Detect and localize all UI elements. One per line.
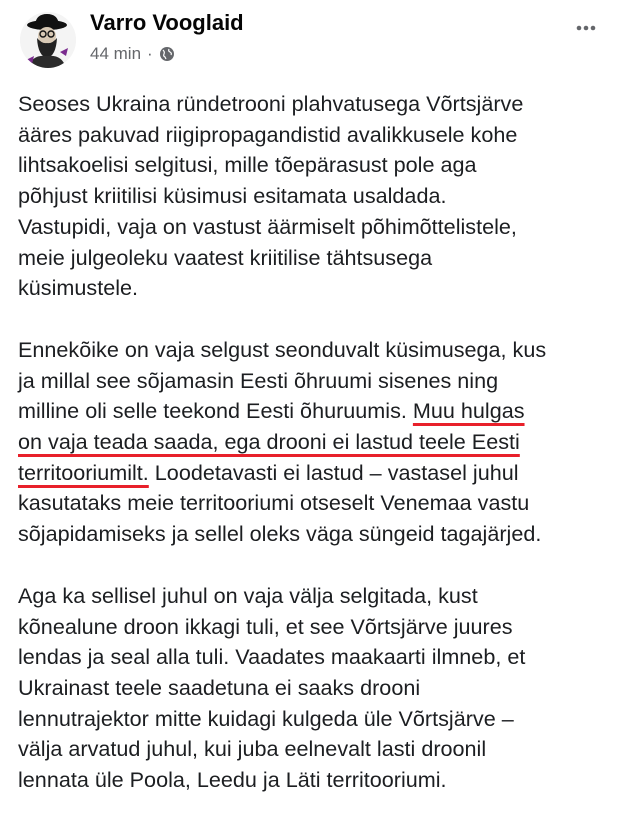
post-time[interactable]: 44 min <box>90 44 142 63</box>
post-meta <box>90 44 175 64</box>
paragraph-2-end: Loodetavasti ei lastud – vastasel juhul kasutataks meie territooriumi otseselt Venemaa vastu sõjapidamiseks ja sellel oleks väga süngeid tagajärjed. <box>18 459 542 547</box>
post-paragraph-3: Aga ka sellisel juhul on vaja välja selgitada, kust kõnealune droon ikkagi tuli, et see Võrtsjärve juures lendas ja seal alla tuli. Vaadates maakaarti ilmneb, et Ukrainast teele saadetuna ei saaks drooni lennutrajektor mitte kuidagi kulgeda üle Võrtsjärve – välja arvatud juhul, kui juba eelnevalt lasti droonil lennata üle Poola, Leedu ja Läti territooriumi. <box>18 582 526 793</box>
paragraph-2-start: Ennekõike on vaja selgust seonduvalt küsimusega, kus ja millal see sõjamasin Eesti õhruumi sisenes ning milline oli selle teekond Eesti õhuruumis. <box>18 336 547 424</box>
meta-separator: · <box>147 44 153 63</box>
post-header <box>18 10 608 80</box>
post-paragraph-2 <box>18 335 608 550</box>
author-avatar[interactable] <box>20 12 76 68</box>
globe-icon[interactable] <box>159 46 175 62</box>
more-options-icon[interactable] <box>574 16 598 40</box>
author-name[interactable]: Varro Vooglaid <box>90 10 244 35</box>
post-paragraph-1: Seoses Ukraina ründetrooni plahvatusega Võrtsjärve ääres pakuvad riigipropagandistid avalikkusele kohe lihtsakoelisi selgitusi, mille tõepärasust pole aga põhjust kriitilisi küsimusi esitamata usaldada. Vastupidi, vaja on vastust äärmiselt põhimõttelistele, meie julgeoleku vaatest kriitilise tähtsusega küsimustele. <box>18 91 524 301</box>
highlighted-sentence: Muu hulgas on vaja teada saada, ega drooni ei lastud teele Eesti territooriumilt. <box>18 398 525 485</box>
post-body <box>18 89 608 827</box>
